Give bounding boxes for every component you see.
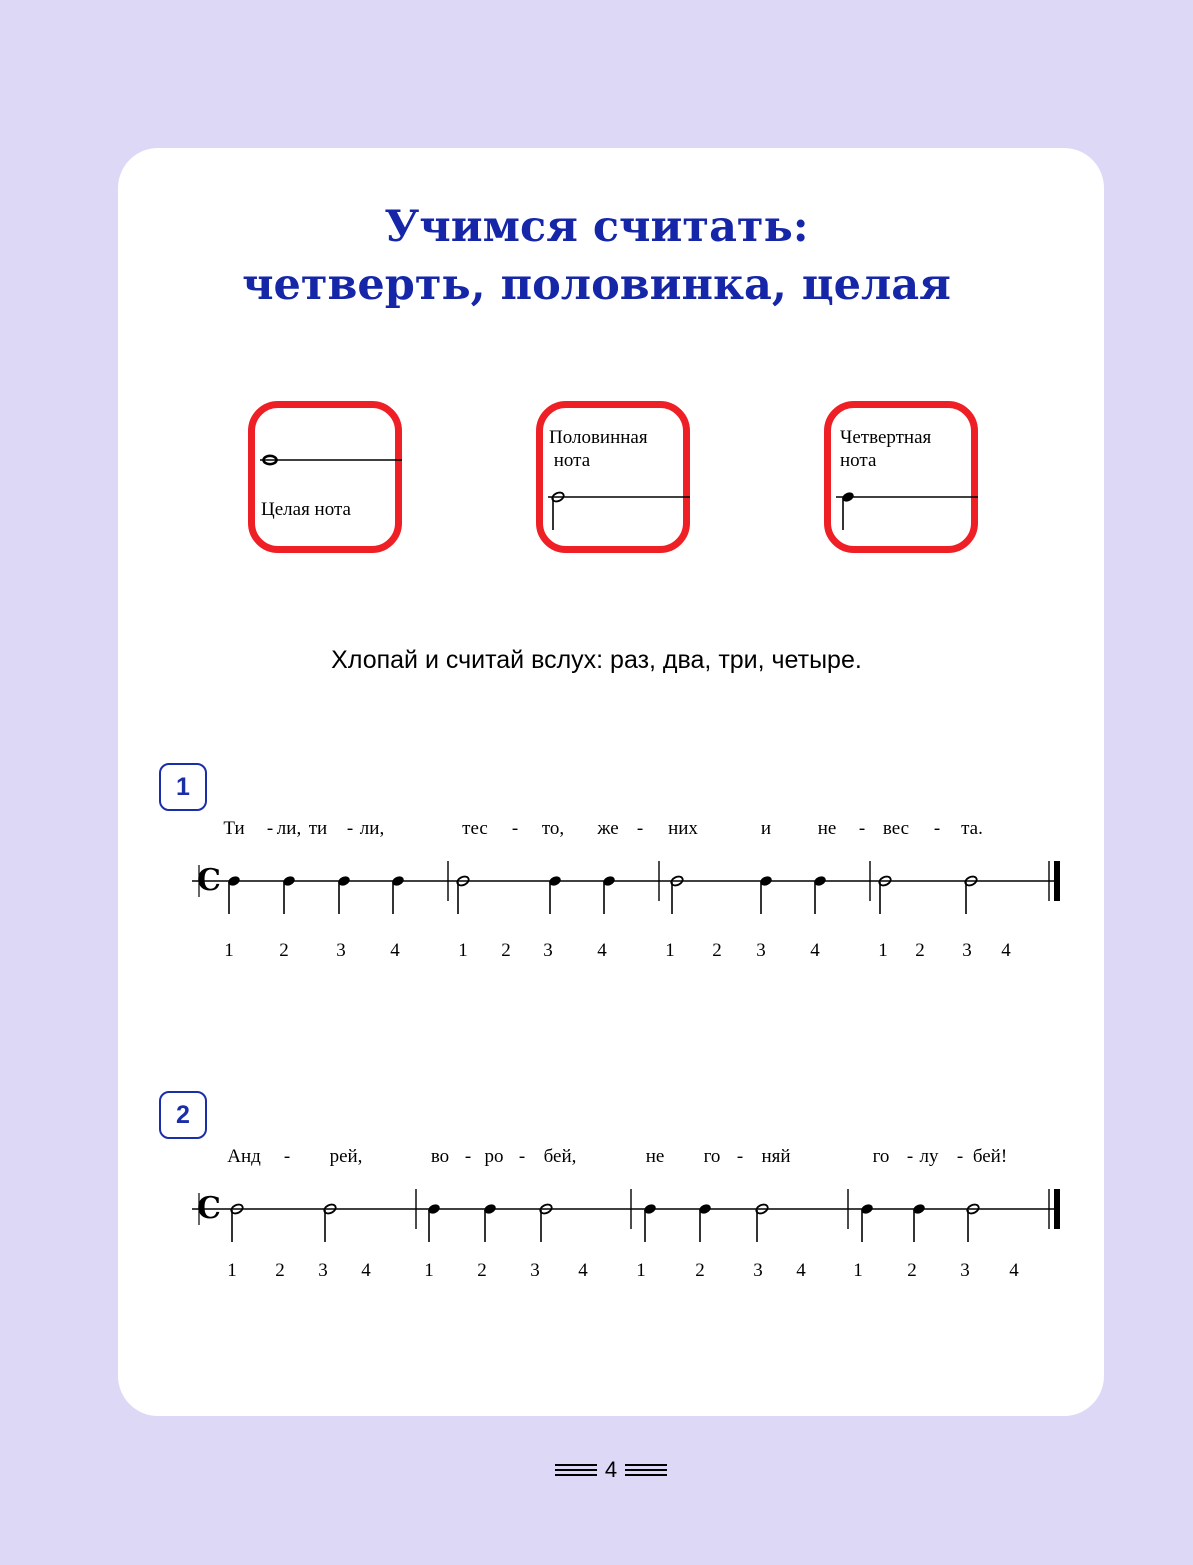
whole-note-box — [248, 401, 402, 553]
beat-count: 2 — [477, 1260, 487, 1281]
beat-count: 1 — [665, 940, 675, 961]
beat-count: 3 — [960, 1260, 970, 1281]
beat-count: 2 — [501, 940, 511, 961]
beat-count: 1 — [224, 940, 234, 961]
lyric-syllable: Анд — [227, 1146, 261, 1167]
beat-count: 1 — [458, 940, 468, 961]
beat-count: 2 — [695, 1260, 705, 1281]
exercise-2-badge: 2 — [159, 1091, 207, 1139]
beat-count: 4 — [810, 940, 820, 961]
beat-count: 2 — [275, 1260, 285, 1281]
quarter-note-box — [824, 401, 978, 553]
page-title-line-1: Учимся считать: — [384, 202, 809, 252]
lyric-syllable: - — [464, 1146, 472, 1167]
lyric-syllable: вес — [882, 818, 910, 839]
beat-count: 3 — [753, 1260, 763, 1281]
common-time-icon: C — [197, 863, 221, 898]
beat-count: 4 — [361, 1260, 371, 1281]
page-number: 4 — [604, 1457, 618, 1482]
lyric-syllable: го — [703, 1146, 721, 1167]
beat-count: 1 — [424, 1260, 434, 1281]
beat-count: 2 — [907, 1260, 917, 1281]
beat-count: 3 — [962, 940, 972, 961]
lyric-syllable: няй — [761, 1146, 791, 1167]
beat-count: 4 — [390, 940, 400, 961]
lyric-syllable: во — [430, 1146, 450, 1167]
lyric-syllable: - — [933, 818, 941, 839]
half-note-box — [536, 401, 690, 553]
worksheet-card — [118, 148, 1104, 1416]
lyric-syllable: - — [518, 1146, 526, 1167]
lyric-syllable: - — [858, 818, 866, 839]
lyric-syllable: ро — [484, 1146, 504, 1167]
lyric-syllable: - — [511, 818, 519, 839]
half-note-label: Половинная нота — [549, 427, 648, 471]
lyric-syllable: - — [636, 818, 644, 839]
common-time-icon: C — [197, 1191, 221, 1226]
lyric-syllable: лу — [919, 1146, 939, 1167]
lyric-syllable: ли, — [359, 818, 385, 839]
beat-count: 1 — [227, 1260, 237, 1281]
beat-count: 2 — [279, 940, 289, 961]
beat-count: 3 — [530, 1260, 540, 1281]
beat-count: 3 — [318, 1260, 328, 1281]
beat-count: 3 — [336, 940, 346, 961]
lyric-syllable: тес — [462, 818, 488, 839]
lyric-syllable: - — [346, 818, 354, 839]
whole-note-icon — [255, 408, 409, 560]
lyric-syllable: ти — [308, 818, 328, 839]
beat-count: 2 — [712, 940, 722, 961]
beat-count: 4 — [1009, 1260, 1019, 1281]
lyric-syllable: Ти — [223, 818, 245, 839]
beat-count: 3 — [543, 940, 553, 961]
lyric-syllable: - — [736, 1146, 744, 1167]
beat-count: 4 — [796, 1260, 806, 1281]
exercise-1-badge: 1 — [159, 763, 207, 811]
beat-count: 1 — [636, 1260, 646, 1281]
lyric-syllable: та. — [961, 818, 983, 839]
instruction-text: Хлопай и считай вслух: раз, два, три, четыре. — [331, 646, 862, 674]
lyric-syllable: бей! — [972, 1146, 1008, 1167]
lyric-syllable: го — [872, 1146, 890, 1167]
lyric-syllable: не — [817, 818, 837, 839]
whole-note-label: Целая нота — [261, 499, 351, 520]
lyric-syllable: - — [283, 1146, 291, 1167]
lyric-syllable: ли, — [276, 818, 302, 839]
beat-count: 3 — [756, 940, 766, 961]
lyric-syllable: рей, — [329, 1146, 363, 1167]
beat-count: 4 — [578, 1260, 588, 1281]
quarter-note-label: Четвертная нота — [840, 427, 932, 471]
beat-count: 1 — [853, 1260, 863, 1281]
lyric-syllable: - — [906, 1146, 914, 1167]
lyric-syllable: то, — [541, 818, 565, 839]
lyric-syllable: же — [597, 818, 619, 839]
beat-count: 2 — [915, 940, 925, 961]
lyric-syllable: них — [668, 818, 698, 839]
beat-count: 4 — [1001, 940, 1011, 961]
lyric-syllable: бей, — [543, 1146, 577, 1167]
lyric-syllable: не — [645, 1146, 665, 1167]
lyric-syllable: - — [266, 818, 274, 839]
page-title-line-2: четверть, половинка, целая — [242, 260, 951, 310]
lyric-syllable: и — [760, 818, 772, 839]
lyric-syllable: - — [956, 1146, 964, 1167]
beat-count: 1 — [878, 940, 888, 961]
beat-count: 4 — [597, 940, 607, 961]
